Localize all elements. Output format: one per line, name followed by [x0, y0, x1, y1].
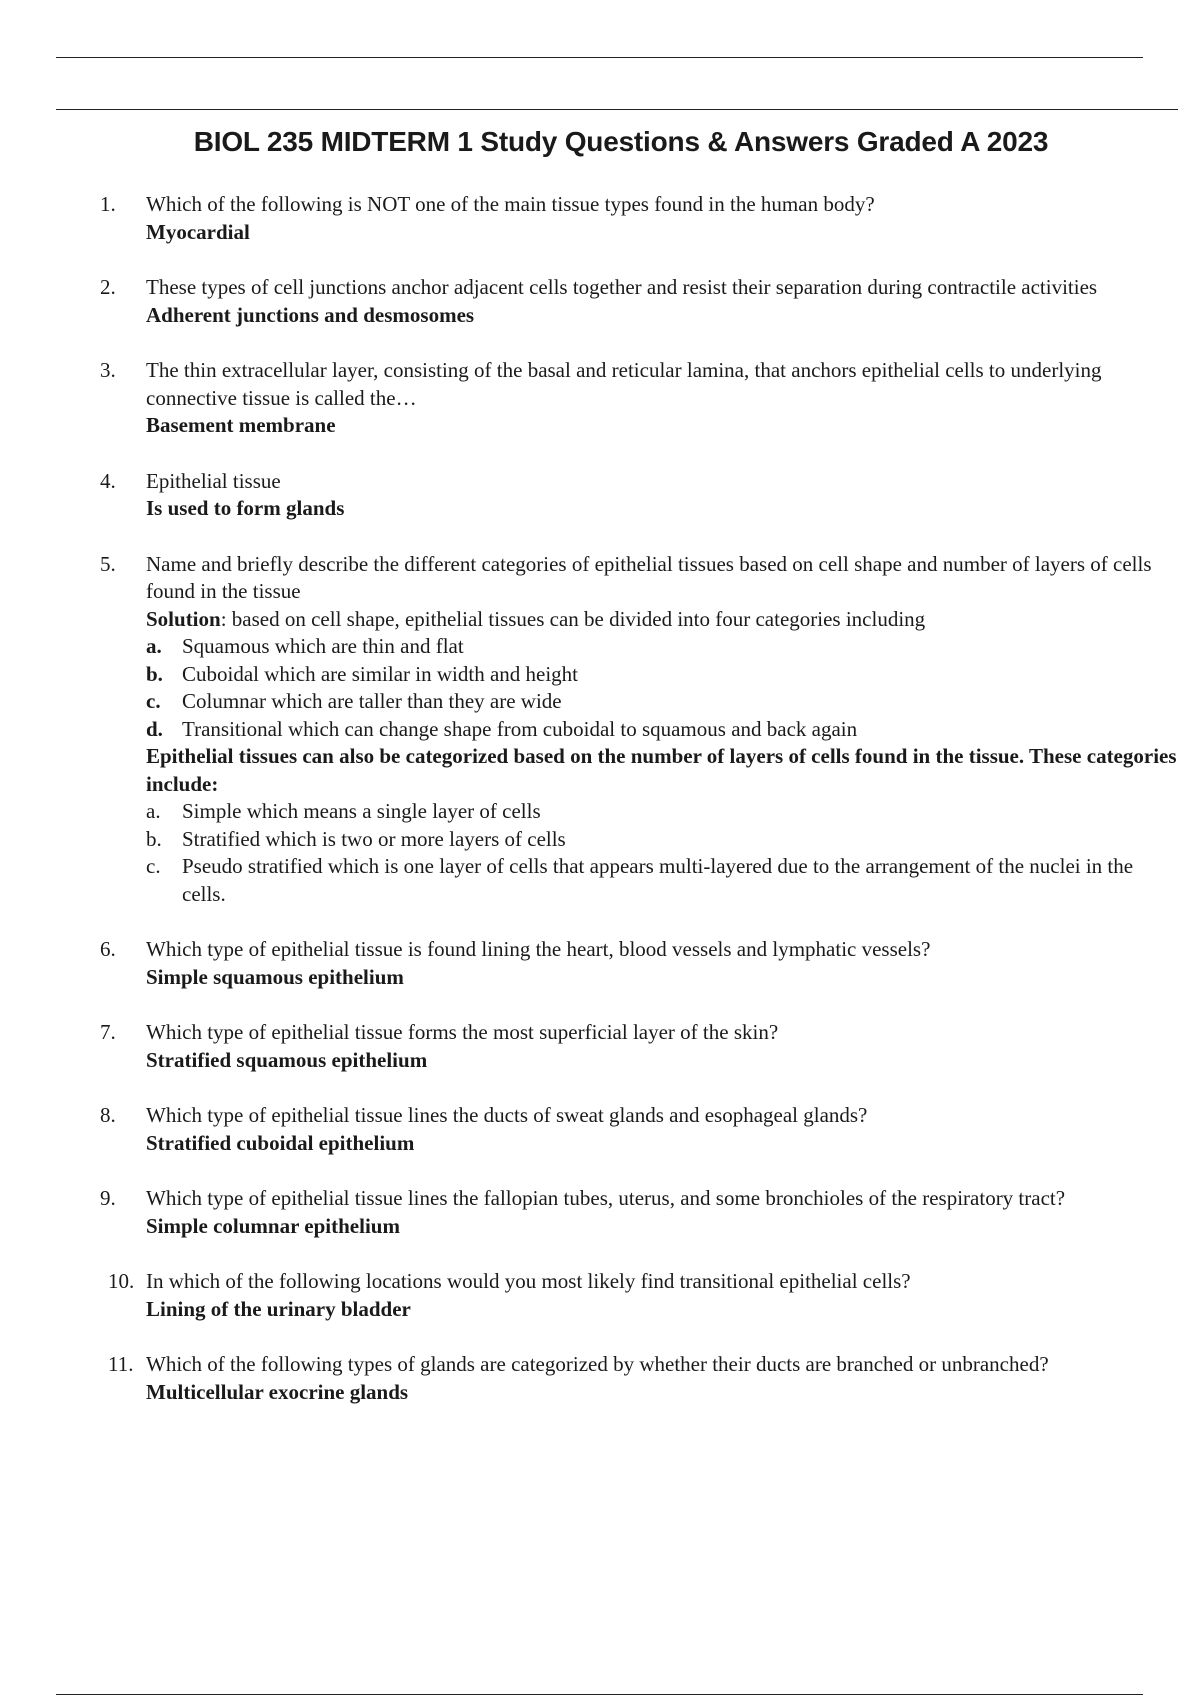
- layer-item: [146, 798, 1180, 826]
- answer-text: Basement membrane: [146, 413, 336, 437]
- question-number: 9.: [100, 1186, 116, 1210]
- shape-item: [146, 688, 1180, 716]
- question-number: 11.: [108, 1352, 134, 1376]
- solution-text: : based on cell shape, epithelial tissues can be divided into four categories including: [220, 606, 926, 631]
- question-text: Name and briefly describe the different categories of epithelial tissues based on cell shape and number of layers of cells found in the tissue: [146, 551, 1152, 603]
- question-2: [100, 274, 1180, 329]
- question-text: Epithelial tissue: [146, 468, 281, 493]
- question-list: [100, 191, 1180, 1406]
- question-1: [100, 191, 1180, 246]
- question-7: [100, 1019, 1180, 1074]
- question-10: [100, 1268, 1180, 1323]
- item-letter: a.: [146, 634, 162, 658]
- layer-item: [146, 826, 1180, 854]
- question-number: 5.: [100, 551, 116, 576]
- question-text: The thin extracellular layer, consisting of the basal and reticular lamina, that anchors epithelial cells to underlying connective tissue is called the…: [146, 358, 1102, 410]
- question-8: [100, 1102, 1180, 1157]
- question-text: These types of cell junctions anchor adjacent cells together and resist their separation during contractile activities: [146, 275, 1098, 299]
- question-number: 1.: [100, 192, 116, 216]
- layers-intro: Epithelial tissues can also be categorized based on the number of layers of cells found in the tissue. These categories include:: [146, 744, 1177, 796]
- question-11: [100, 1351, 1180, 1406]
- item-letter: b.: [146, 661, 163, 686]
- item-text: Transitional which can change shape from cuboidal to squamous and back again: [182, 716, 858, 741]
- answer-text: Myocardial: [146, 219, 250, 244]
- question-text: Which type of epithelial tissue lines the fallopian tubes, uterus, and some bronchioles of the respiratory tract?: [146, 1186, 1066, 1210]
- shape-item: [146, 661, 1180, 689]
- answer-text: Lining of the urinary bladder: [146, 1296, 411, 1321]
- item-text: Columnar which are taller than they are wide: [182, 689, 562, 713]
- question-text: Which type of epithelial tissue is found lining the heart, blood vessels and lymphatic vessels?: [146, 937, 931, 961]
- layer-item: [146, 853, 1180, 908]
- question-5: [100, 551, 1180, 909]
- answer-text: Simple columnar epithelium: [146, 1213, 400, 1238]
- question-6: [100, 936, 1180, 991]
- answer-text: Simple squamous epithelium: [146, 964, 404, 989]
- question-number: 2.: [100, 275, 116, 299]
- item-letter: d.: [146, 716, 163, 741]
- question-text: Which of the following types of glands are categorized by whether their ducts are branched or unbranched?: [146, 1352, 1049, 1376]
- item-letter: b.: [146, 826, 162, 851]
- answer-text: Is used to form glands: [146, 496, 345, 520]
- top-rule: [56, 57, 1143, 58]
- item-text: Squamous which are thin and flat: [182, 634, 464, 658]
- item-text: Stratified which is two or more layers of cells: [182, 826, 566, 851]
- question-3: [100, 357, 1180, 440]
- answer-text: Stratified cuboidal epithelium: [146, 1130, 415, 1155]
- question-number: 4.: [100, 468, 116, 493]
- item-text: Pseudo stratified which is one layer of cells that appears multi-layered due to the arrangement of the nuclei in the cells.: [182, 854, 1134, 906]
- answer-text: Stratified squamous epithelium: [146, 1047, 428, 1072]
- item-text: Simple which means a single layer of cells: [182, 799, 541, 823]
- document-title: BIOL 235 MIDTERM 1 Study Questions & Answers Graded A 2023: [193, 126, 1049, 157]
- question-number: 3.: [100, 358, 116, 382]
- item-letter: c.: [146, 854, 161, 878]
- item-text: Cuboidal which are similar in width and height: [182, 661, 579, 686]
- question-9: [100, 1185, 1180, 1240]
- solution-label: Solution: [146, 606, 221, 631]
- solution-line: [146, 606, 1180, 634]
- question-number: 6.: [100, 937, 116, 961]
- answer-text: Multicellular exocrine glands: [146, 1379, 409, 1404]
- question-number: 10.: [108, 1269, 135, 1293]
- question-text: Which of the following is NOT one of the main tissue types found in the human body?: [146, 192, 875, 216]
- question-number: 7.: [100, 1020, 116, 1044]
- shape-item: [146, 716, 1180, 744]
- question-4: [100, 468, 1180, 523]
- footer-rule: [56, 1694, 1143, 1695]
- question-text: Which type of epithelial tissue lines the ducts of sweat glands and esophageal glands?: [146, 1103, 868, 1127]
- question-text: In which of the following locations would you most likely find transitional epithelial cells?: [146, 1269, 911, 1293]
- item-letter: a.: [146, 799, 161, 823]
- question-number: 8.: [100, 1103, 116, 1127]
- header-rule: [56, 109, 1178, 110]
- question-text: Which type of epithelial tissue forms the most superficial layer of the skin?: [146, 1020, 779, 1044]
- shape-item: [146, 633, 1180, 661]
- item-letter: c.: [146, 689, 161, 713]
- answer-text: Adherent junctions and desmosomes: [146, 302, 475, 327]
